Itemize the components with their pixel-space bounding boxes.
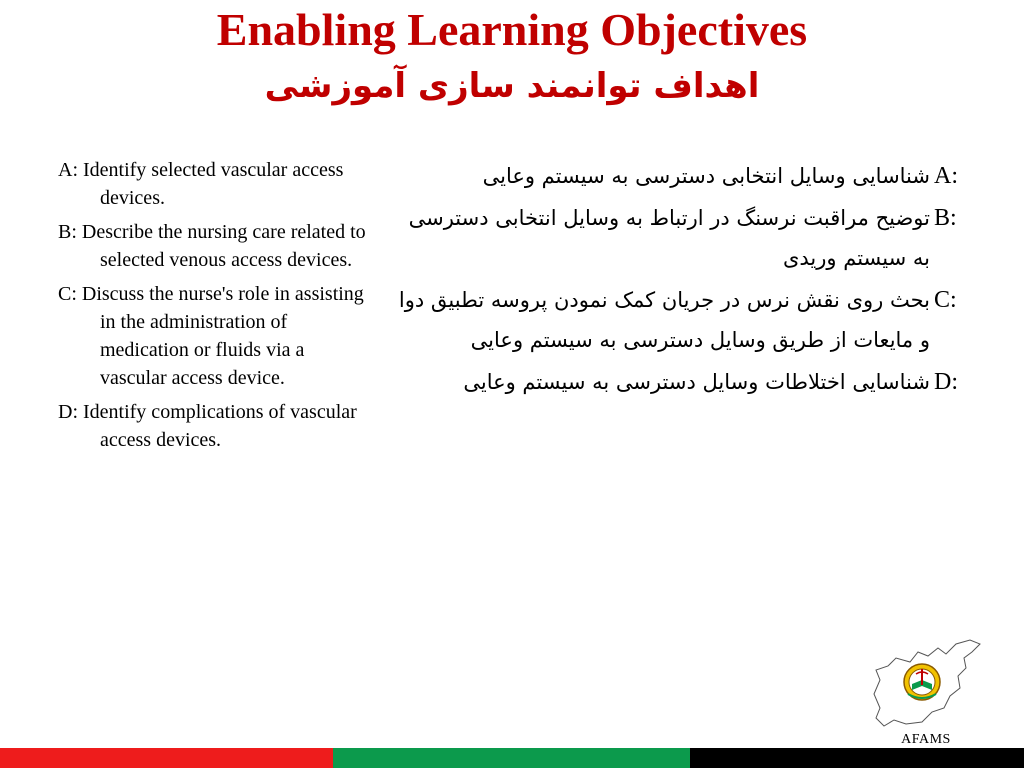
objective-fa-d xyxy=(382,362,974,402)
objective-fa-b-text: توضیح مراقبت نرسنگ در ارتباط به وسایل انتخابی دسترسی به سیستم وریدی xyxy=(408,206,930,270)
objective-fa-a xyxy=(382,156,974,196)
objective-en-c: C: Discuss the nurse's role in assisting in the administration of medication or fluids via a vascular access device. xyxy=(58,283,364,389)
objective-en-a: A: Identify selected vascular access devices. xyxy=(58,159,344,209)
objective-fa-b-marker: B: xyxy=(934,205,957,231)
afghanistan-map-icon xyxy=(866,636,986,732)
afams-logo xyxy=(866,636,986,732)
slide-title-persian: اهداف توانمند سازی آموزشی xyxy=(264,66,760,106)
flag-bar-green xyxy=(333,748,690,768)
objective-fa-d-marker: D: xyxy=(934,369,958,395)
objective-en-b: B: Describe the nursing care related to selected venous access devices. xyxy=(58,221,366,271)
objective-fa-b xyxy=(382,198,974,278)
objective-en-d: D: Identify complications of vascular access devices. xyxy=(58,401,357,451)
flag-bar-black xyxy=(690,748,1024,768)
objective-fa-c xyxy=(382,280,974,360)
objective-fa-c-marker: C: xyxy=(934,287,957,313)
objective-fa-a-marker: A: xyxy=(934,163,958,189)
persian-objectives-list xyxy=(382,156,974,404)
flag-color-bar xyxy=(0,748,1024,768)
flag-bar-red xyxy=(0,748,333,768)
objective-fa-c-text: بحث روی نقش نرس در جریان کمک نمودن پروسه تطبیق دوا و مایعات از طریق وسایل دسترسی به سیستم وعایی xyxy=(398,288,930,352)
english-objectives-list xyxy=(58,156,374,460)
slide-title: Enabling Learning Objectives xyxy=(216,4,808,55)
objective-fa-a-text: شناسایی وسایل انتخابی دسترسی به سیستم وعایی xyxy=(482,164,930,188)
afams-emblem-icon xyxy=(904,664,940,700)
afams-label: AFAMS xyxy=(901,732,951,747)
objective-fa-d-text: شناسایی اختلاطات وسایل دسترسی به سیستم وعایی xyxy=(463,370,930,394)
